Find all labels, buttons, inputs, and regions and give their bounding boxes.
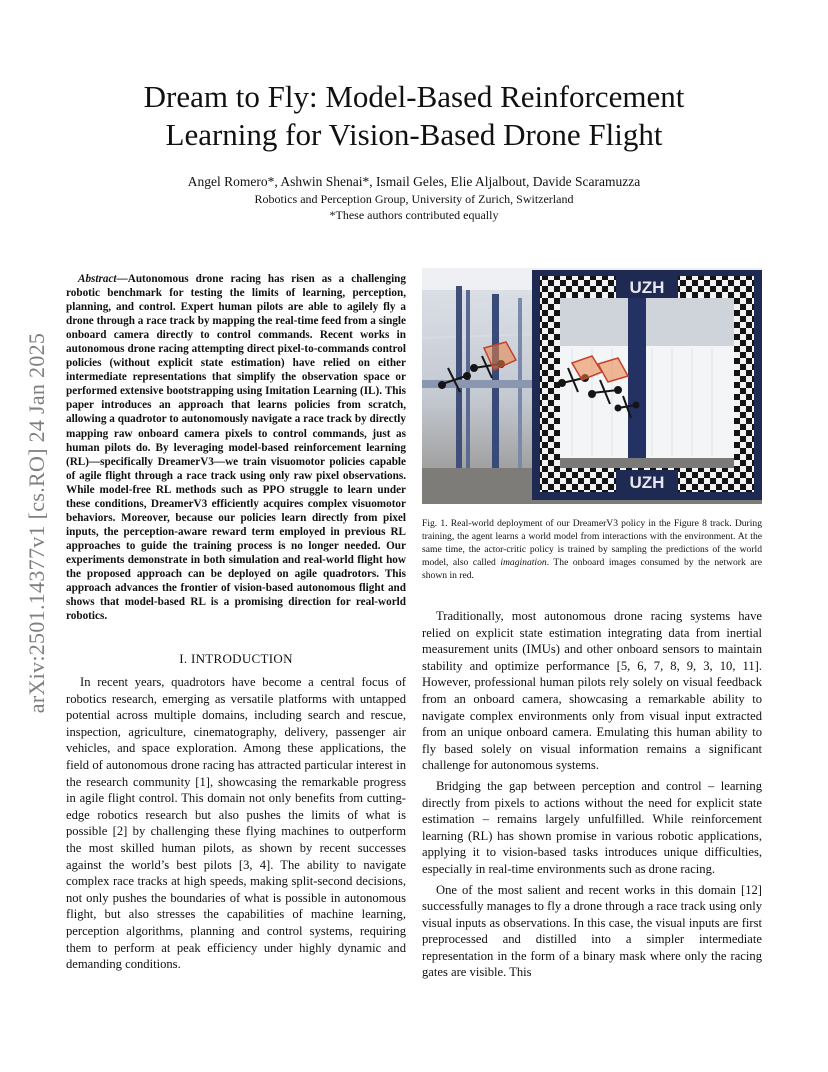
arxiv-identifier xyxy=(22,288,52,758)
caption-label: Fig. 1. xyxy=(422,518,448,529)
gate-logo-bottom: UZH xyxy=(629,473,665,492)
abstract-body: —Autonomous drone racing has risen as a challenging robotic benchmark for testing the limits of learning, perception, planning, and control. Expert human pilots are able to agilely fly a drone through a race track by mapping the real-time feed from a single onboard camera directly to control commands. Recent works in autonomous drone racing attempting direct pixel-to-commands control policies (without explicit state estimation) have relied on either intermediate representations that simplify the observation space or performed extensive bootstrapping using Imitation Learning (IL). This paper introduces an approach that learns policies from scratch, allowing a quadrotor to autonomously navigate a race track by directly mapping raw onboard camera pixels to control commands, just as human pilots do. By leveraging model-based reinforcement learning (RL)—specifically DreamerV3—we train visuomotor policies capable of agile flight through a race track using only raw pixel observations. While model-free RL methods such as PPO struggle to learn under these conditions, DreamerV3 efficiently acquires complex visuomotor behaviors. Moreover, because our policies learn directly from pixel inputs, the perception-aware reward term employed in previous RL approaches to guide the training process is no longer needed. Our experiments demonstrate in both simulation and real-world flight how the proposed approach can be deployed on agile quadrotors. This approach advances the frontier of vision-based autonomous flight and shows that model-based RL is a promising direction for real-world robotics. xyxy=(66,273,406,623)
paper-title xyxy=(80,78,748,154)
caption-text-1: Real-world deployment of our DreamerV3 policy in the Figure 8 track. During training, the agent learns a world model from interactions with the environment. At the same time, the actor-critic policy is trained by sampling the predictions of the world model, also called xyxy=(422,518,762,568)
right-paragraph-1: Traditionally, most autonomous drone racing systems have relied on explicit state estimation integrating data from inertial measurement units (IMUs) and other onboard sensors to maintain stability and optimize performance [5, 6, 7, 8, 9, 3, 10, 11]. However, professional human pilots rely solely on visual feedback from an onboard camera, showcasing a remarkable ability to navigate complex environments only from visual input extracted from an unique onboard camera. Emulating this human ability to fly based solely on visual information remains a significant challenge for autonomous systems. xyxy=(422,609,762,773)
equal-contribution-note: *These authors contributed equally xyxy=(329,208,499,222)
figure-1-photo xyxy=(422,268,762,504)
arxiv-identifier-text: arXiv:2501.14377v1 [cs.RO] 24 Jan 2025 xyxy=(24,332,49,714)
abstract-label: Abstract xyxy=(78,273,117,285)
introduction-text xyxy=(66,674,406,973)
gate-logo-top: UZH xyxy=(629,278,665,297)
figure-1-caption xyxy=(422,518,762,583)
intro-paragraph: In recent years, quadrotors have become a central focus of robotics research, emerging as versatile platforms with untapped potential across multiple domains, including search and rescue, inspection, agriculture, cinematography, delivery, passenger air vehicles, and space exploration. Among these applications, the field of autonomous drone racing has attracted particular interest in the research community [1], showcasing the remarkable progress in agile flight control. This domain not only benefits from cutting-edge robotics research but also pushes the limits of what is possible [2] by challenging these flying machines to outperform the most skilled human pilots, as shown by recent successes against the world’s best pilots [3, 4]. The ability to navigate complex race tracks at high speeds, making split-second decisions, not only pushes the boundaries of what is possible in autonomous flight, but also stresses the capabilities of machine learning, perception algorithms, planning and control systems, requiring them to perform at peak efficiency under highly dynamic and demanding conditions. xyxy=(66,675,406,972)
section-heading-introduction: I. INTRODUCTION xyxy=(179,651,293,666)
right-paragraph-2: Bridging the gap between perception and control – learning directly from pixels to actions without the need for explicit state estimation – remains largely unfulfilled. While reinforcement learning (RL) has shown promise in various robotic applications, applying it to vision-based tasks introduces unique difficulties, especially in real-time environments such as drone racing. xyxy=(422,778,762,876)
abstract xyxy=(66,272,406,623)
author-list: Angel Romero*, Ashwin Shenai*, Ismail Geles, Elie Aljalbout, Davide Scaramuzza xyxy=(187,174,641,189)
paper-title-line1: Dream to Fly: Model-Based Reinforcement xyxy=(143,79,685,114)
caption-text-2: . The onboard images consumed by the network are shown in red. xyxy=(422,556,762,581)
affiliation: Robotics and Perception Group, University of Zurich, Switzerland xyxy=(254,192,574,206)
caption-italic: imagination xyxy=(500,556,547,568)
right-column-text xyxy=(422,608,762,985)
right-paragraph-3: One of the most salient and recent works in this domain [12] successfully manages to fly a drone through a race track using only visual inputs as observations. In this case, the visual inputs are first preprocessed and distilled into a simpler intermediate representation in the form of a binary mask where only the racing gates are visible. This xyxy=(422,882,762,980)
paper-title-line2: Learning for Vision-Based Drone Flight xyxy=(165,117,663,152)
race-gate xyxy=(532,270,762,500)
drone-gate-photo xyxy=(422,268,762,504)
